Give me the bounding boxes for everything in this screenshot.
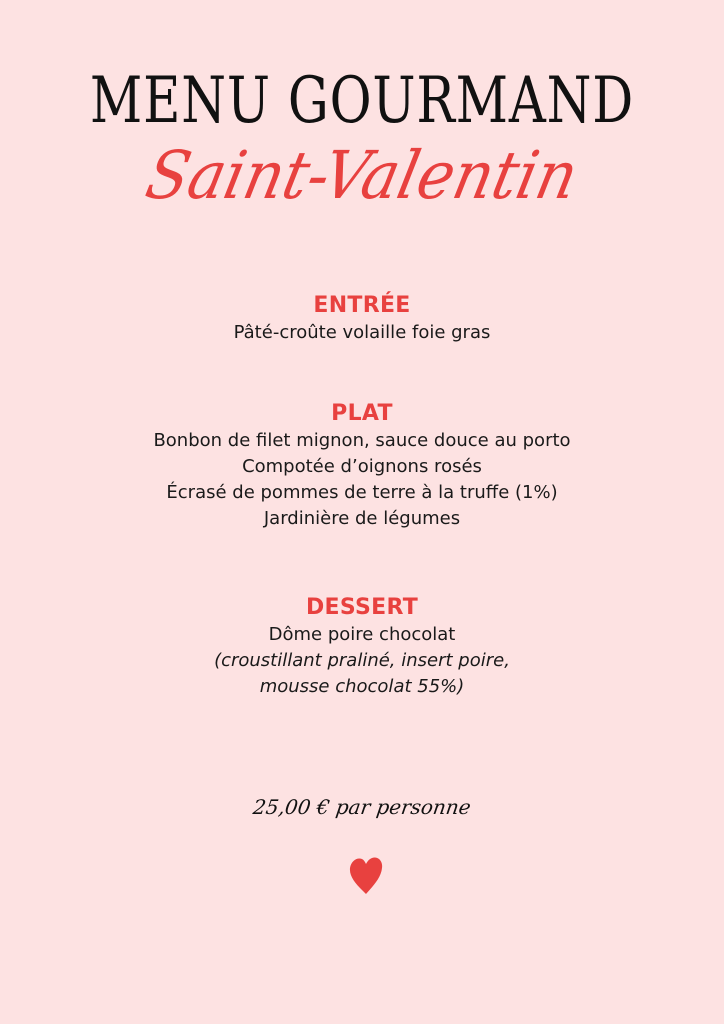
dish-line: Dôme poire chocolat — [268, 624, 456, 645]
dish-line: Écrasé de pommes de terre à la truffe (1%) — [166, 482, 558, 503]
section-dessert — [0, 594, 724, 700]
section-plat — [0, 400, 724, 532]
heart-icon — [348, 856, 384, 896]
dish-description: (croustillant praliné, insert poire, — [214, 650, 510, 671]
price-text: 25,00 € par personne — [251, 795, 473, 819]
dish-description: mousse chocolat 55%) — [259, 676, 465, 697]
menu-title: MENU GOURMAND — [89, 64, 635, 138]
section-heading-dessert: DESSERT — [305, 595, 419, 620]
section-heading-entree: ENTRÉE — [313, 293, 411, 318]
dish-line: Jardinière de légumes — [263, 508, 461, 529]
section-entree — [0, 292, 724, 346]
dish-line: Bonbon de filet mignon, sauce douce au porto — [153, 430, 571, 451]
dish-line: Pâté-croûte volaille foie gras — [233, 322, 491, 343]
section-heading-plat: PLAT — [331, 401, 393, 426]
dish-line: Compotée d’oignons rosés — [242, 456, 482, 477]
menu-subtitle: Saint-Valentin — [139, 137, 585, 214]
